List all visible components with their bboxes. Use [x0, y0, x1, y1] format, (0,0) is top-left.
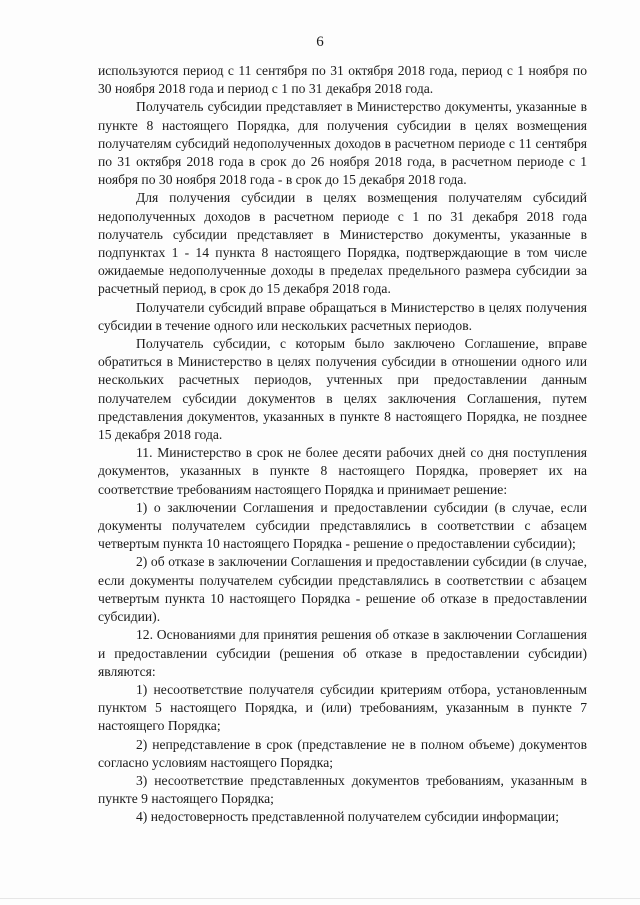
paragraph: Получатель субсидии, с которым было заключено Соглашение, вправе обратиться в Министерство в целях получения субсидии в отношении одного или нескольких расчетных периодов, учтенных при предоставлении данным получателем субсидии документов в целях заключения Соглашения, путем представления документов, указанных в пункте 8 настоящего Порядка, не позднее 15 декабря 2018 года.: [98, 336, 587, 443]
paragraph-continuation: используются период с 11 сентября по 31 октября 2018 года, период с 1 ноября по 30 ноября 2018 года и период с 1 по 31 декабря 2018 года.: [98, 63, 587, 97]
clause-11: 11. Министерство в срок не более десяти рабочих дней со дня поступления документов, указанных в пункте 8 настоящего Порядка, проверяет их на соответствие требованиям настоящего Порядка и принимает решение:: [98, 445, 587, 497]
clause-12-item-4: 4) недостоверность представленной получателем субсидии информации;: [136, 809, 559, 825]
scan-edge-line: [0, 898, 640, 899]
paragraph: Получатели субсидий вправе обращаться в Министерство в целях получения субсидии в течение одного или нескольких расчетных периодов.: [98, 299, 587, 333]
clause-12-item-1: 1) несоответствие получателя субсидии критериям отбора, установленным пунктом 5 настоящего Порядка, и (или) требованиям, указанным в пункте 7 настоящего Порядка;: [98, 681, 587, 734]
clause-12: 12. Основаниями для принятия решения об отказе в заключении Соглашения и предоставлении субсидии (решения об отказе в предоставлении субсидии) являются:: [98, 627, 587, 679]
paragraph: Для получения субсидии в целях возмещения получателям субсидий недополученных доходов в расчетном периоде с 1 по 31 декабря 2018 года получатель субсидии представляет в Министерство документы, указанные в подпунктах 1 - 14 пункта 8 настоящего Порядка, подтверждающие в том числе ожидаемые недополученные доходы в пределах предельного размера субсидии за расчетный период, в срок до 15 декабря 2018 года.: [98, 190, 587, 297]
clause-11-item-2: 2) об отказе в заключении Соглашения и предоставлении субсидии (в случае, если документы получателем субсидии представлялись в соответствии с абзацем четвертым пункта 10 настоящего Порядка - решение об отказе в предоставлении субсидии).: [98, 554, 587, 625]
document-body: [98, 62, 587, 827]
clause-12-item-3: 3) несоответствие представленных документов требованиям, указанным в пункте 9 настоящего Порядка;: [98, 772, 587, 807]
clause-12-item-2: 2) непредставление в срок (представление не в полном объеме) документов согласно условиям настоящего Порядка;: [98, 736, 587, 770]
page-number: 6: [316, 34, 324, 50]
clause-11-item-1: 1) о заключении Соглашения и предоставлении субсидии (в случае, если документы получателем субсидии представлялись в соответствии с абзацем четвертым пункта 10 настоящего Порядка - решение о предоставлении субсидии);: [98, 499, 587, 552]
paragraph: Получатель субсидии представляет в Министерство документы, указанные в пункте 8 настоящего Порядка, для получения субсидии в целях возмещения получателям субсидий недополученных доходов в расчетном периоде с 11 сентября по 31 октября 2018 года в срок до 26 ноября 2018 года, в расчетном периоде с 1 ноября по 30 ноября 2018 года - в срок до 15 декабря 2018 года.: [98, 99, 587, 188]
